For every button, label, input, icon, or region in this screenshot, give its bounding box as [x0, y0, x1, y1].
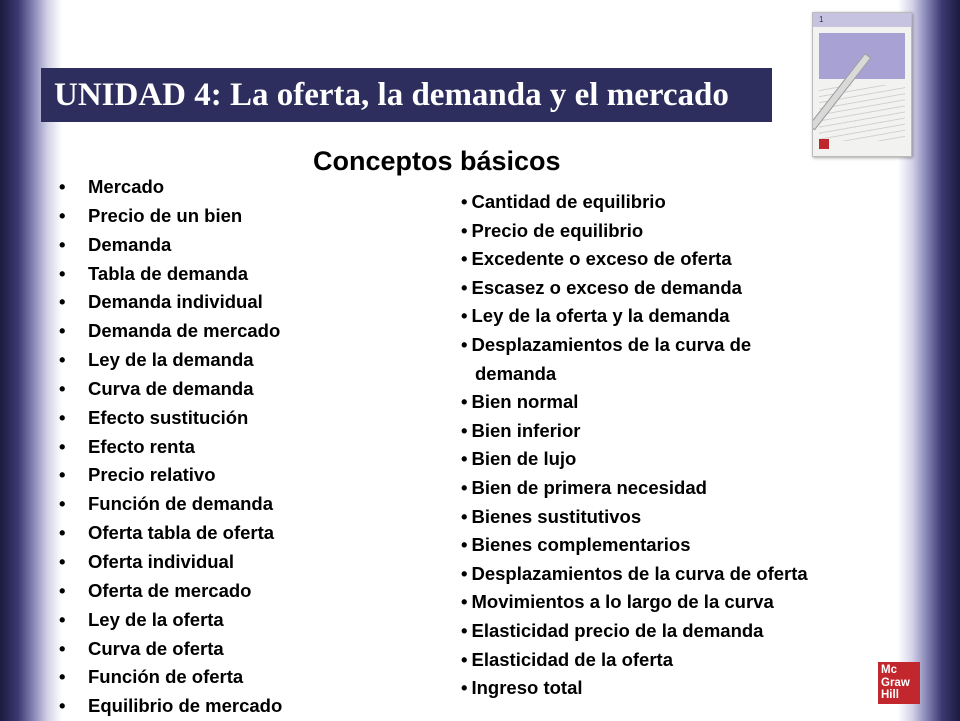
book-cover-image	[812, 12, 912, 157]
bullet-icon: •	[461, 448, 468, 470]
list-item-label: Oferta tabla de oferta	[88, 522, 275, 544]
list-item-label: Función de demanda	[88, 493, 274, 515]
list-item	[59, 548, 282, 577]
list-item	[59, 433, 282, 462]
list-item	[461, 474, 808, 503]
book-cover-band	[813, 13, 911, 27]
bullet-icon: •	[461, 562, 468, 584]
bullet-icon: •	[59, 522, 66, 544]
list-item	[461, 188, 808, 217]
bullet-icon: •	[461, 677, 468, 699]
list-item-label: Ley de la oferta	[88, 608, 224, 630]
list-item	[461, 417, 808, 446]
bullet-icon: •	[59, 666, 66, 688]
bullet-icon: •	[461, 305, 468, 327]
bullet-icon: •	[461, 419, 468, 441]
bullet-icon: •	[59, 464, 66, 486]
bullet-icon: •	[461, 248, 468, 270]
list-item	[461, 560, 808, 589]
bullet-icon: •	[59, 435, 66, 457]
list-item	[59, 173, 282, 202]
list-item	[461, 245, 808, 274]
list-item-label: Precio de equilibrio	[471, 219, 644, 241]
bullet-icon: •	[59, 349, 66, 371]
bullet-icon: •	[59, 233, 66, 255]
logo-line-1: Mc	[881, 664, 897, 676]
bullet-icon: •	[59, 320, 66, 342]
list-item-label: Equilibrio de mercado	[88, 695, 283, 717]
list-item-label: Bien inferior	[471, 419, 581, 441]
bullet-icon: •	[461, 505, 468, 527]
list-item	[59, 577, 282, 606]
list-item-label: Elasticidad de la oferta	[471, 648, 673, 670]
list-item-label: Demanda	[88, 233, 172, 255]
list-item-label: Desplazamientos de la curva de oferta	[471, 562, 808, 584]
list-item-label: Bien normal	[471, 391, 579, 413]
slide-title: UNIDAD 4: La oferta, la demanda y el mercado	[54, 76, 729, 113]
list-item	[59, 519, 282, 548]
list-item-label: Bienes sustitutivos	[471, 505, 642, 527]
list-item	[59, 635, 282, 664]
list-item-label: Precio de un bien	[88, 204, 243, 226]
list-item-label: Oferta individual	[88, 550, 234, 572]
list-item	[59, 231, 282, 260]
left-concept-list	[59, 173, 282, 721]
list-item	[461, 445, 808, 474]
list-item-label: Función de oferta	[88, 666, 244, 688]
list-item-label: Ingreso total	[471, 677, 583, 699]
bullet-icon: •	[59, 406, 66, 428]
list-item	[461, 388, 808, 417]
list-item	[461, 217, 808, 246]
list-item	[59, 202, 282, 231]
list-item	[461, 274, 808, 303]
bullet-icon: •	[461, 648, 468, 670]
list-item-label: Escasez o exceso de demanda	[471, 276, 742, 298]
list-item	[461, 617, 808, 646]
list-item-label: Cantidad de equilibrio	[471, 191, 666, 212]
bullet-icon: •	[59, 637, 66, 659]
list-item	[461, 646, 808, 675]
list-item	[59, 288, 282, 317]
bullet-icon: •	[59, 579, 66, 601]
list-item-label: Demanda individual	[88, 291, 263, 313]
bullet-icon: •	[461, 191, 468, 212]
list-item-label: Desplazamientos de la curva de	[471, 333, 752, 355]
list-item-label: Ley de la oferta y la demanda	[471, 305, 730, 327]
bullet-icon: •	[59, 176, 66, 197]
list-item	[59, 606, 282, 635]
bullet-icon: •	[461, 591, 468, 613]
list-item	[59, 375, 282, 404]
list-item-label: Ley de la demanda	[88, 349, 254, 371]
list-item	[59, 692, 282, 721]
bullet-icon: •	[59, 493, 66, 515]
list-item-label: Movimientos a lo largo de la curva	[471, 591, 774, 613]
book-cover-number: 1	[819, 15, 824, 24]
list-item-label: Elasticidad precio de la demanda	[471, 619, 764, 641]
bullet-icon: •	[461, 391, 468, 413]
bullet-icon: •	[59, 695, 66, 717]
list-item-label: Bienes complementarios	[471, 534, 691, 556]
bullet-icon: •	[59, 291, 66, 313]
slide-title-bar	[41, 68, 772, 122]
logo-line-2: Graw	[881, 676, 910, 689]
list-item-label: Demanda de mercado	[88, 320, 281, 342]
list-item	[59, 404, 282, 433]
section-heading: Conceptos básicos	[313, 146, 561, 176]
bullet-icon: •	[59, 204, 66, 226]
list-item-label: Oferta de mercado	[88, 579, 252, 601]
mcgraw-hill-logo	[878, 662, 920, 704]
list-item-label: Curva de demanda	[88, 377, 254, 399]
list-item	[461, 302, 808, 331]
list-item	[461, 503, 808, 532]
list-item-label: Tabla de demanda	[88, 262, 249, 284]
list-item-label: Bien de primera necesidad	[471, 476, 707, 498]
list-item-label: Excedente o exceso de oferta	[471, 248, 732, 270]
list-item-label: Bien de lujo	[471, 448, 577, 470]
bullet-icon: •	[461, 476, 468, 498]
list-item-label: Efecto renta	[88, 435, 195, 457]
list-item-label: Precio relativo	[88, 464, 216, 486]
bullet-icon: •	[461, 534, 468, 556]
bullet-icon: •	[59, 377, 66, 399]
bullet-icon: •	[59, 550, 66, 572]
list-item-label: Efecto sustitución	[88, 406, 249, 428]
book-cover-logo	[819, 139, 829, 149]
list-item	[59, 663, 282, 692]
list-item-label: Mercado	[88, 176, 165, 197]
list-item	[461, 531, 808, 560]
bullet-icon: •	[461, 619, 468, 641]
bullet-icon: •	[461, 333, 468, 355]
bullet-icon: •	[461, 219, 468, 241]
list-item-continuation: demanda	[475, 362, 557, 384]
list-item	[461, 331, 808, 388]
list-item	[59, 260, 282, 289]
bullet-icon: •	[59, 608, 66, 630]
list-item	[461, 674, 808, 703]
bullet-icon: •	[461, 276, 468, 298]
list-item	[59, 317, 282, 346]
list-item	[59, 490, 282, 519]
bullet-icon: •	[59, 262, 66, 284]
list-item	[461, 588, 808, 617]
right-concept-list	[461, 188, 808, 703]
list-item-label: Curva de oferta	[88, 637, 224, 659]
logo-line-3: Hill	[881, 689, 899, 701]
list-item	[59, 346, 282, 375]
list-item	[59, 461, 282, 490]
